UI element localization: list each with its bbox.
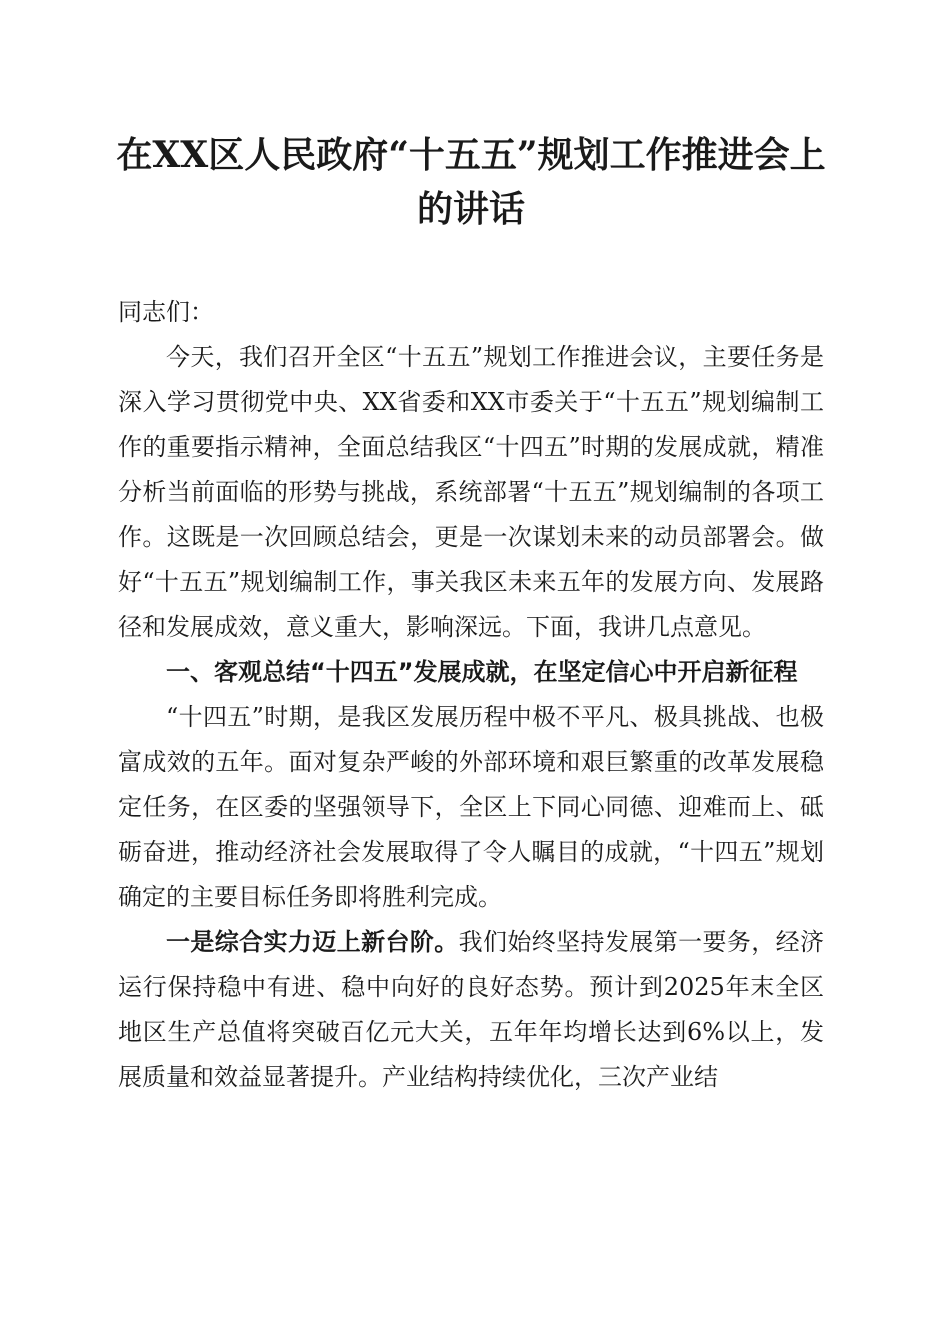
paragraph-achievements: “十四五”时期，是我区发展历程中极不平凡、极具挑战、也极富成效的五年。面对复杂严峻的外部环境和艰巨繁重的改革发展稳定任务，在区委的坚强领导下，全区上下同心同德、迎难而上、砥砺奋进，推动经济社会发展取得了令人瞩目的成就，“十四五”规划确定的主要目标任务即将胜利完成。 (118, 703, 824, 911)
paragraph-opening: 今天，我们召开全区“十五五”规划工作推进会议，主要任务是深入学习贯彻党中央、XX省委和XX市委关于“十五五”规划编制工作的重要指示精神，全面总结我区“十四五”时期的发展成就，精准分析当前面临的形势与挑战，系统部署“十五五”规划编制的各项工作。这既是一次回顾总结会，更是一次谋划未来的动员部署会。做好“十五五”规划编制工作，事关我区未来五年的发展方向、发展路径和发展成效，意义重大，影响深远。下面，我讲几点意见。 (118, 343, 824, 641)
section-heading-1: 一、客观总结“十四五”发展成就，在坚定信心中开启新征程 (166, 658, 798, 686)
salutation: 同志们： (118, 298, 214, 326)
paragraph-strength-body: 我们始终坚持发展第一要务，经济运行保持稳中有进、稳中向好的良好态势。预计到2025年末全区地区生产总值将突破百亿元大关，五年年均增长达到6%以上，发展质量和效益显著提升。产业结构持续优化，三次产业结 (118, 928, 825, 1091)
paragraph-strength (118, 920, 824, 1100)
document-page (118, 128, 824, 1100)
document-title: 在XX区人民政府“十五五”规划工作推进会上的讲话 (116, 134, 826, 230)
paragraph-lead: 一是综合实力迈上新台阶。 (166, 928, 459, 956)
